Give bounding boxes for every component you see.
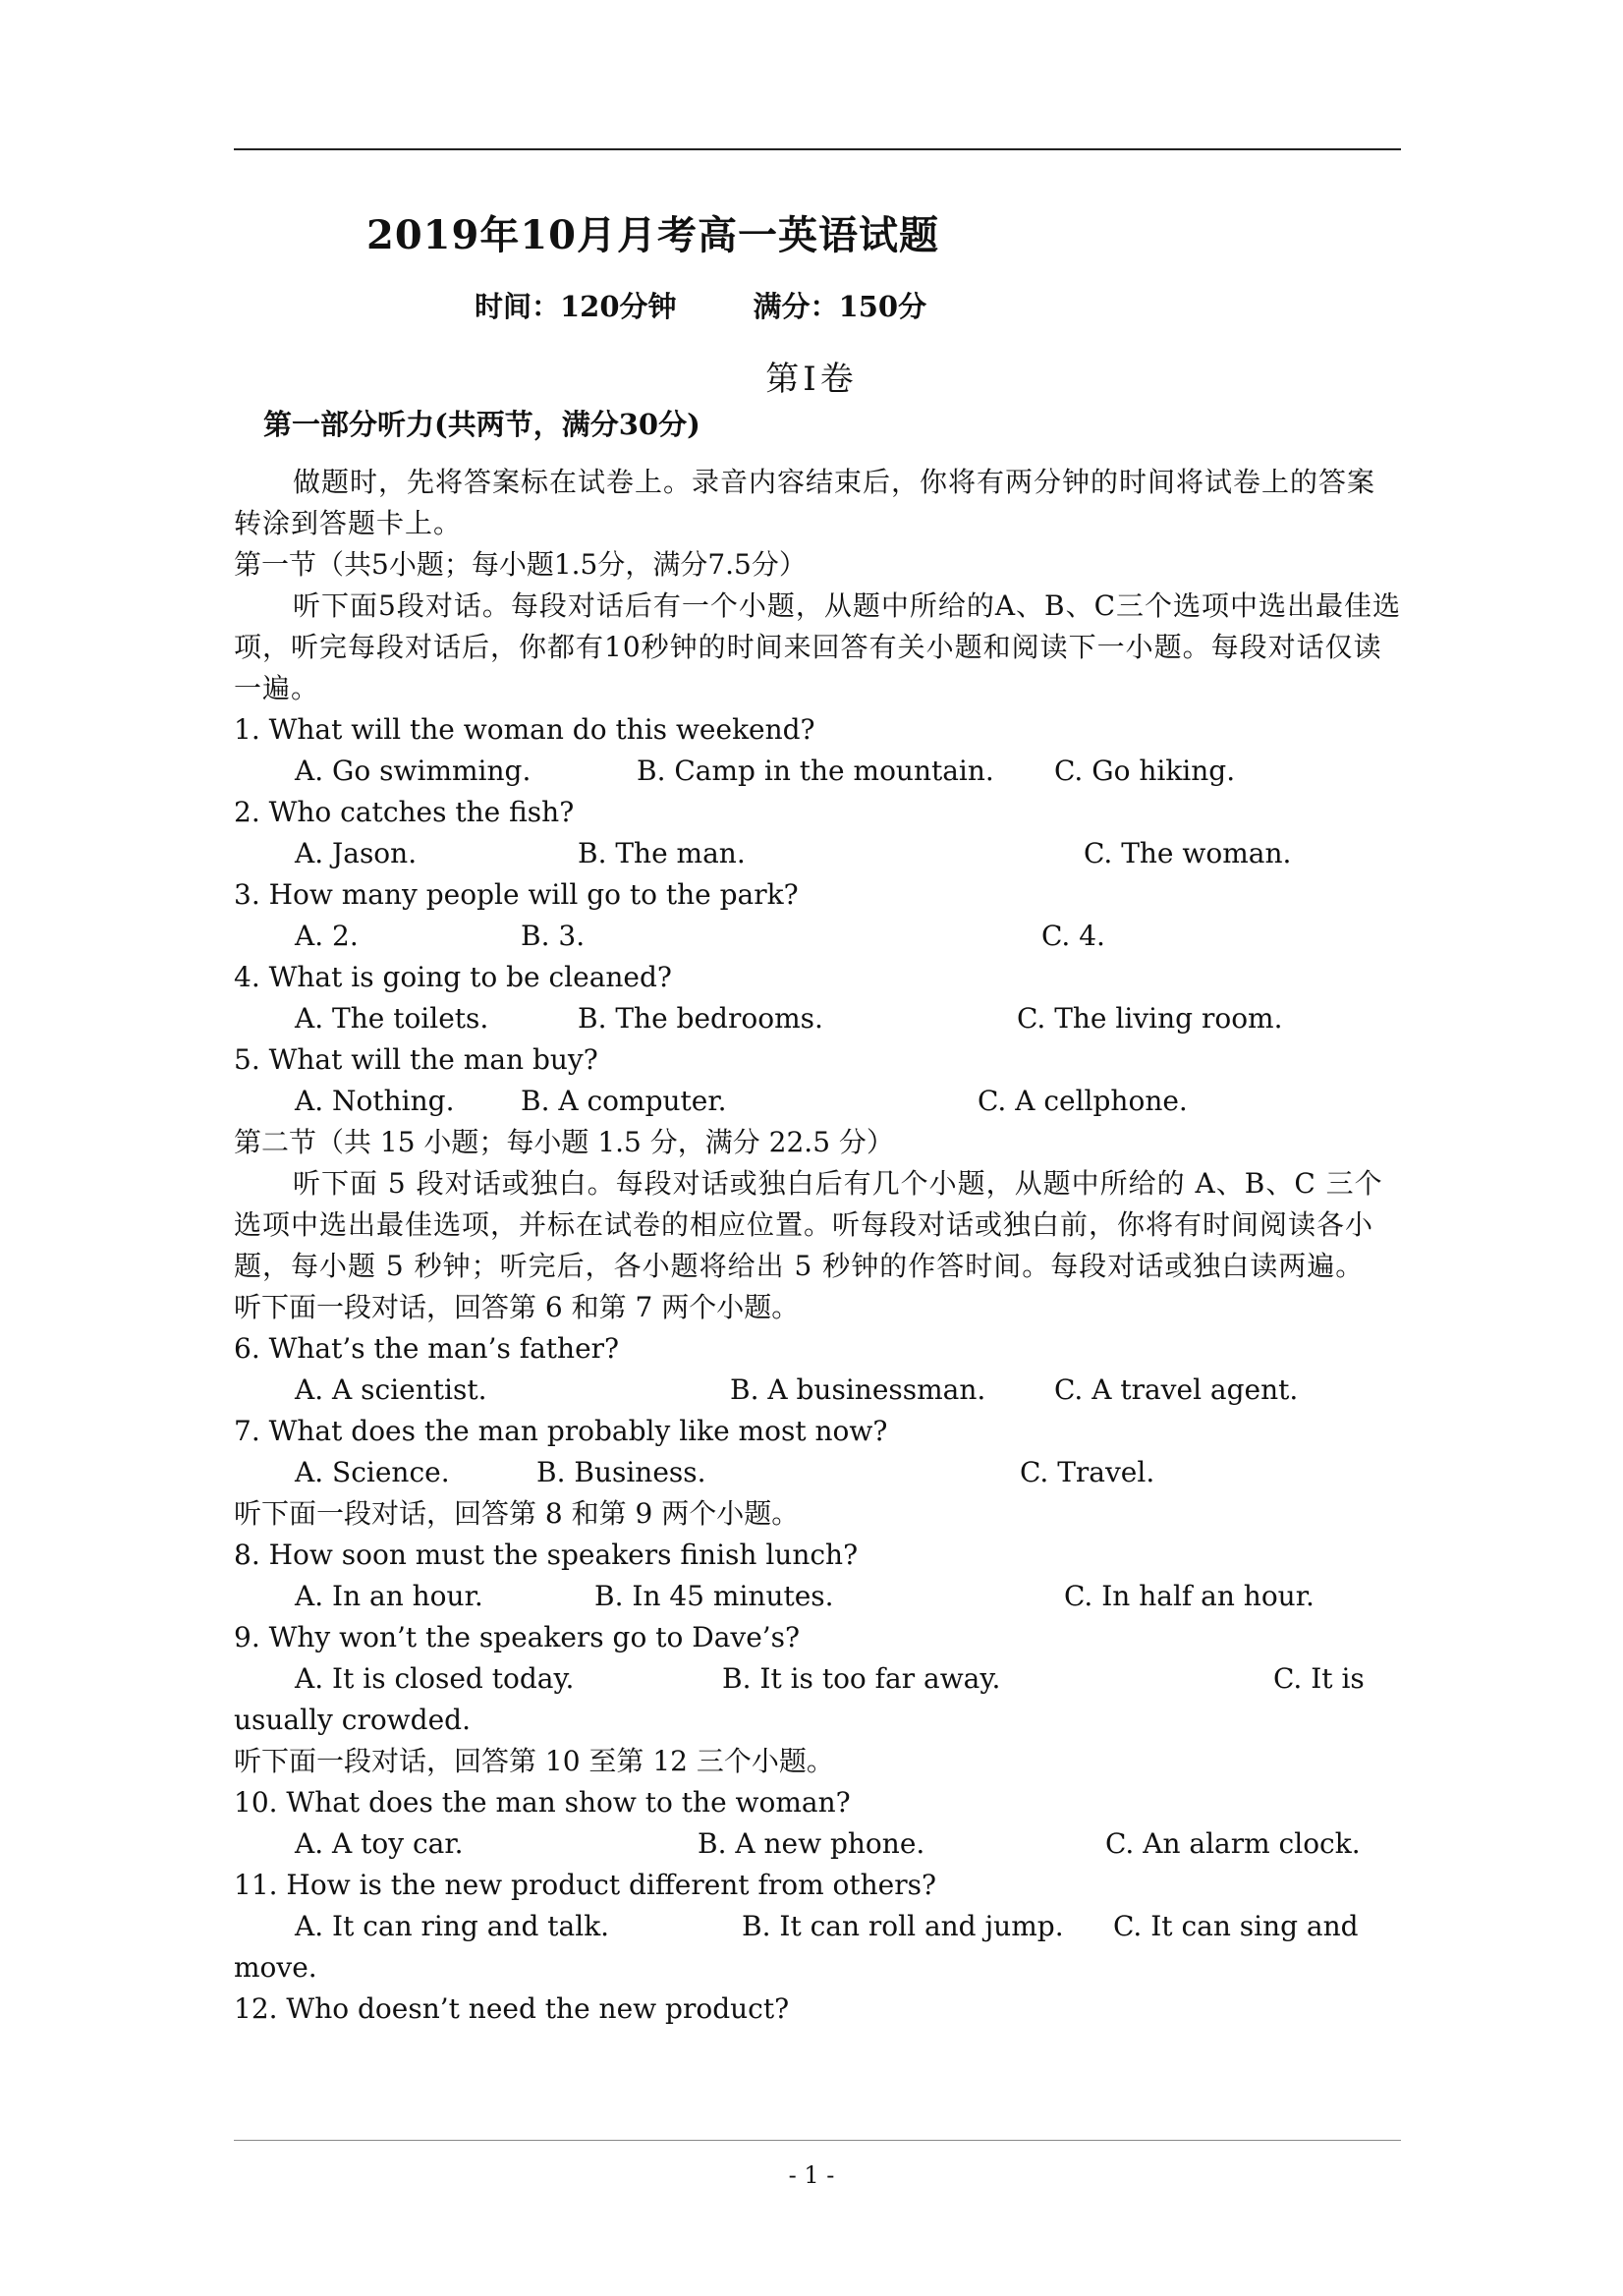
question-6: 6. What’s the man’s father? bbox=[234, 1332, 620, 1365]
options-4 bbox=[234, 998, 1403, 1039]
option-b: B. A businessman. bbox=[730, 1373, 986, 1406]
option-b: B. Business. bbox=[536, 1456, 706, 1488]
option-a: A. Science. bbox=[295, 1456, 450, 1488]
question-7: 7. What does the man probably like most now? bbox=[234, 1415, 888, 1447]
header-rule bbox=[234, 148, 1401, 150]
section1-heading: 第一节（共5小题；每小题1.5分，满分7.5分） bbox=[234, 548, 807, 581]
exam-title: 2019年10月月考高一英语试题 bbox=[366, 212, 939, 258]
question-8: 8. How soon must the speakers finish lunch? bbox=[234, 1539, 859, 1571]
options-7 bbox=[234, 1452, 1403, 1493]
options-1 bbox=[234, 751, 1403, 792]
dialogue-group-2: 听下面一段对话，回答第 8 和第 9 两个小题。 bbox=[234, 1497, 800, 1530]
option-a: A. A toy car. bbox=[295, 1827, 464, 1860]
question-1: 1. What will the woman do this weekend? bbox=[234, 713, 815, 746]
option-a: A. 2. bbox=[295, 920, 359, 952]
intro-paragraph: 做题时，先将答案标在试卷上。录音内容结束后，你将有两分钟的时间将试卷上的答案转涂到答题卡上。 bbox=[234, 466, 1376, 539]
section1-instructions: 听下面5段对话。每段对话后有一个小题，从题中所给的A、B、C三个选项中选出最佳选项，听完每段对话后，你都有10秒钟的时间来回答有关小题和阅读下一小题。每段对话仅读一遍。 bbox=[234, 589, 1402, 704]
option-a: A. Jason. bbox=[295, 837, 418, 869]
option-b: B. 3. bbox=[521, 920, 586, 952]
options-9 bbox=[234, 1658, 1403, 1700]
option-c: C. The woman. bbox=[1084, 837, 1292, 869]
exam-meta bbox=[475, 285, 926, 325]
volume-heading: 第I卷 bbox=[765, 360, 858, 399]
option-c: C. A cellphone. bbox=[978, 1085, 1188, 1117]
option-b: B. A computer. bbox=[521, 1085, 727, 1117]
option-c: C. 4. bbox=[1041, 920, 1105, 952]
exam-body bbox=[234, 462, 1403, 2030]
option-b: B. It can roll and jump. bbox=[742, 1910, 1064, 1942]
option-c: C. Go hiking. bbox=[1054, 755, 1236, 787]
part-heading: 第一部分听力(共两节，满分30分) bbox=[263, 408, 700, 441]
option-a: A. In an hour. bbox=[295, 1580, 483, 1612]
option-b: B. In 45 minutes. bbox=[594, 1580, 834, 1612]
exam-score: 满分：150分 bbox=[753, 290, 927, 323]
question-2: 2. Who catches the fish? bbox=[234, 796, 575, 828]
options-8 bbox=[234, 1576, 1403, 1617]
option-a: A. Go swimming. bbox=[295, 755, 532, 787]
option-c: C. An alarm clock. bbox=[1105, 1827, 1361, 1860]
question-12: 12. Who doesn’t need the new product? bbox=[234, 1992, 790, 2025]
option-c-continued: move. bbox=[234, 1951, 317, 1984]
question-10: 10. What does the man show to the woman? bbox=[234, 1786, 851, 1819]
dialogue-group-1: 听下面一段对话，回答第 6 和第 7 两个小题。 bbox=[234, 1291, 800, 1323]
options-5 bbox=[234, 1081, 1403, 1122]
option-c: C. In half an hour. bbox=[1064, 1580, 1315, 1612]
option-b: B. The man. bbox=[578, 837, 746, 869]
question-11: 11. How is the new product different from others? bbox=[234, 1869, 936, 1901]
option-a: A. It can ring and talk. bbox=[295, 1910, 610, 1942]
options-3 bbox=[234, 916, 1403, 957]
option-a: A. A scientist. bbox=[295, 1373, 487, 1406]
option-b: B. The bedrooms. bbox=[578, 1002, 823, 1035]
option-b: B. It is too far away. bbox=[722, 1662, 1001, 1695]
exam-time: 时间：120分钟 bbox=[475, 290, 677, 323]
section2-heading: 第二节（共 15 小题；每小题 1.5 分，满分 22.5 分） bbox=[234, 1126, 894, 1158]
option-c: C. A travel agent. bbox=[1054, 1373, 1299, 1406]
option-a: A. Nothing. bbox=[295, 1085, 455, 1117]
dialogue-group-3: 听下面一段对话，回答第 10 至第 12 三个小题。 bbox=[234, 1745, 834, 1777]
option-b: B. A new phone. bbox=[698, 1827, 925, 1860]
option-c-continued: usually crowded. bbox=[234, 1704, 471, 1736]
options-6 bbox=[234, 1370, 1403, 1411]
footer-rule bbox=[234, 2140, 1401, 2141]
section2-instructions: 听下面 5 段对话或独白。每段对话或独白后有几个小题，从题中所给的 A、B、C 三个选项中选出最佳选项，并标在试卷的相应位置。听每段对话或独白前，你将有时间阅读各小题，每小题 5 秒钟；听完后，各小题将给出 5 秒钟的作答时间。每段对话或独白读两遍。 bbox=[234, 1167, 1383, 1282]
options-10 bbox=[234, 1823, 1403, 1865]
option-c: C. The living room. bbox=[1017, 1002, 1283, 1035]
question-4: 4. What is going to be cleaned? bbox=[234, 961, 672, 993]
option-c: C. It can sing and bbox=[1113, 1910, 1359, 1942]
option-b: B. Camp in the mountain. bbox=[637, 755, 994, 787]
page-number: - 1 - bbox=[788, 2161, 835, 2189]
question-3: 3. How many people will go to the park? bbox=[234, 878, 799, 911]
question-5: 5. What will the man buy? bbox=[234, 1043, 598, 1076]
options-2 bbox=[234, 833, 1403, 874]
option-c: C. Travel. bbox=[1020, 1456, 1155, 1488]
option-c: C. It is bbox=[1273, 1662, 1365, 1695]
option-a: A. The toilets. bbox=[295, 1002, 489, 1035]
option-a: A. It is closed today. bbox=[295, 1662, 575, 1695]
options-11 bbox=[234, 1906, 1403, 1947]
question-9: 9. Why won’t the speakers go to Dave’s? bbox=[234, 1621, 801, 1653]
